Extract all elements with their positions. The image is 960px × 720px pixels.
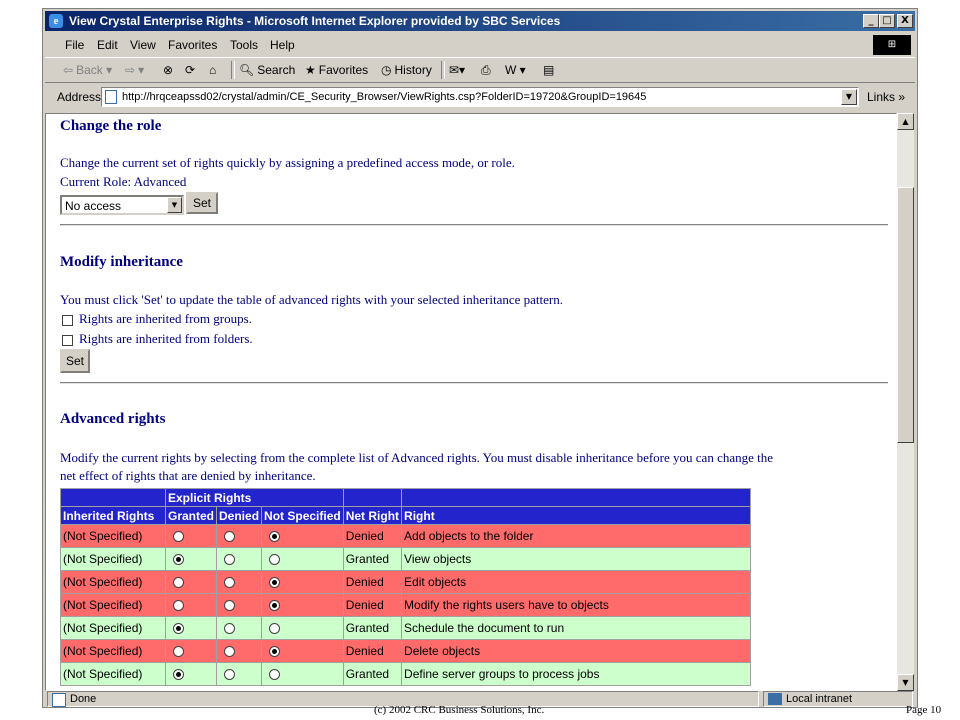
links-button[interactable]: Links » <box>867 90 906 104</box>
footer-page-number: Page 10 <box>906 704 942 716</box>
section-divider <box>60 382 888 384</box>
rights-table-body <box>61 525 750 685</box>
print-icon: ⎙ <box>481 63 491 77</box>
page-done-icon <box>52 693 66 707</box>
inherit-groups-label: Rights are inherited from groups. <box>79 311 252 326</box>
scroll-up-button[interactable]: ▲ <box>897 113 914 130</box>
word-icon: W ▾ <box>505 63 526 77</box>
header-net-right: Net Right <box>345 508 400 523</box>
not-specified-radio[interactable] <box>269 577 280 588</box>
denied-radio[interactable] <box>224 669 235 680</box>
address-dropdown-button[interactable]: ▼ <box>841 89 857 105</box>
minimize-button[interactable]: _ <box>863 14 879 28</box>
advanced-rights-table <box>60 488 751 686</box>
title-bar <box>45 11 915 31</box>
inherit-folders-label: Rights are inherited from folders. <box>79 331 253 346</box>
scroll-thumb[interactable] <box>897 187 914 443</box>
denied-radio[interactable] <box>224 577 235 588</box>
right-name-cell: View objects <box>402 548 750 570</box>
modify-inheritance-description: You must click 'Set' to update the table of advanced rights with your selected inheritance pattern. <box>60 292 564 307</box>
toolbar <box>45 57 915 83</box>
table-header-cell <box>402 489 750 506</box>
favorites-label: Favorites <box>318 63 369 77</box>
not-specified-radio-cell <box>262 594 343 616</box>
granted-radio[interactable] <box>173 577 184 588</box>
discuss-button[interactable] <box>543 63 554 77</box>
history-button[interactable] <box>381 63 432 77</box>
favorites-icon: ★ <box>305 63 316 77</box>
not-specified-radio[interactable] <box>269 600 280 611</box>
inherited-right-cell: (Not Specified) <box>61 594 165 616</box>
menu-file[interactable]: File <box>65 38 85 52</box>
denied-radio[interactable] <box>224 600 235 611</box>
granted-radio[interactable] <box>173 669 184 680</box>
table-row <box>61 640 750 662</box>
not-specified-radio-cell <box>262 525 343 547</box>
role-select[interactable] <box>60 195 184 215</box>
change-role-heading: Change the role <box>60 118 162 134</box>
right-name-cell: Define server groups to process jobs <box>402 663 750 685</box>
header-not-specified: Not Specified <box>264 508 341 523</box>
not-specified-radio-cell <box>262 640 343 662</box>
granted-radio-cell <box>166 640 216 662</box>
current-role-text: Current Role: Advanced <box>60 174 187 189</box>
section-divider <box>60 224 888 226</box>
print-button[interactable] <box>481 63 491 78</box>
menu-help[interactable]: Help <box>270 38 295 52</box>
toolbar-divider <box>441 61 445 79</box>
mail-button[interactable] <box>449 63 465 77</box>
denied-radio-cell <box>217 640 261 662</box>
page-icon <box>105 90 117 104</box>
document-icon: ▤ <box>543 63 555 77</box>
menu-view[interactable]: View <box>130 38 156 52</box>
role-select-value: No access <box>65 199 122 213</box>
forward-button[interactable]: ⇨ ▾ <box>125 63 145 77</box>
granted-radio-cell <box>166 663 216 685</box>
toolbar-divider <box>231 61 235 79</box>
granted-radio[interactable] <box>173 531 184 542</box>
search-label: Search <box>257 63 296 77</box>
granted-radio[interactable] <box>173 600 184 611</box>
denied-radio[interactable] <box>224 531 235 542</box>
menu-edit[interactable]: Edit <box>97 38 118 52</box>
close-button[interactable]: X <box>897 14 913 28</box>
forward-arrow-icon: ⇨ <box>125 63 136 77</box>
table-row <box>61 548 750 570</box>
table-row <box>61 525 750 547</box>
net-right-cell: Denied <box>344 525 401 547</box>
chevron-down-icon: ▼ <box>167 197 182 213</box>
menu-tools[interactable]: Tools <box>230 38 259 52</box>
table-group-header-row <box>61 489 750 506</box>
denied-radio-cell <box>217 663 261 685</box>
table-row <box>61 594 750 616</box>
not-specified-radio[interactable] <box>269 531 280 542</box>
inherited-right-cell: (Not Specified) <box>61 571 165 593</box>
inherited-right-cell: (Not Specified) <box>61 663 165 685</box>
menu-favorites[interactable]: Favorites <box>168 38 218 52</box>
right-name-cell: Add objects to the folder <box>402 525 750 547</box>
granted-radio-cell <box>166 525 216 547</box>
zone-text: Local intranet <box>786 693 853 705</box>
denied-radio-cell <box>217 525 261 547</box>
address-field[interactable] <box>101 87 859 107</box>
page-content <box>45 113 897 691</box>
explicit-rights-header: Explicit Rights <box>166 489 343 506</box>
menu-bar <box>45 35 915 55</box>
zone-panel <box>763 691 913 707</box>
inherited-right-cell: (Not Specified) <box>61 525 165 547</box>
table-column-header-row <box>61 507 750 524</box>
address-label: Address <box>57 90 102 104</box>
granted-radio-cell <box>166 548 216 570</box>
back-label: Back <box>76 63 103 77</box>
not-specified-radio[interactable] <box>269 669 280 680</box>
status-text: Done <box>70 693 97 705</box>
ie-logo-icon: e <box>49 14 63 28</box>
table-header-cell <box>61 489 165 506</box>
header-inherited-rights: Inherited Rights <box>61 507 165 524</box>
favorites-button[interactable] <box>305 63 368 77</box>
home-button[interactable] <box>209 63 216 77</box>
history-label: History <box>394 63 432 77</box>
granted-radio-cell <box>166 617 216 639</box>
address-url: http://hrqceapssd02/crystal/admin/CE_Security_Browser/ViewRights.csp?FolderID=19720&GroupID=19645 <box>122 91 647 103</box>
table-row <box>61 617 750 639</box>
advanced-rights-description-2: net effect of rights that are denied by inheritance. <box>60 468 316 483</box>
not-specified-radio[interactable] <box>269 623 280 634</box>
inherited-right-cell: (Not Specified) <box>61 617 165 639</box>
home-icon: ⌂ <box>209 63 217 77</box>
scroll-down-button[interactable]: ▼ <box>897 674 914 691</box>
refresh-button[interactable] <box>185 63 195 77</box>
history-icon: ◷ <box>381 63 392 77</box>
net-right-cell: Granted <box>344 617 401 639</box>
denied-radio[interactable] <box>224 623 235 634</box>
window-title: View Crystal Enterprise Rights - Microsoft Internet Explorer provided by SBC Services <box>69 14 561 28</box>
advanced-rights-description-1: Modify the current rights by selecting from the complete list of Advanced rights. You must disable inheritance before you can change the <box>60 450 774 465</box>
not-specified-radio[interactable] <box>269 646 280 657</box>
denied-radio[interactable] <box>224 554 235 565</box>
inherit-groups-checkbox[interactable] <box>62 315 73 326</box>
inherit-folders-checkbox[interactable] <box>62 335 73 346</box>
table-header-cell <box>344 489 401 506</box>
header-denied: Denied <box>219 508 260 523</box>
granted-radio[interactable] <box>173 554 184 565</box>
inherited-right-cell: (Not Specified) <box>61 548 165 570</box>
not-specified-radio-cell <box>262 571 343 593</box>
header-granted: Granted <box>168 508 215 523</box>
right-name-cell: Schedule the document to run <box>402 617 750 639</box>
granted-radio-cell <box>166 594 216 616</box>
net-right-cell: Denied <box>344 594 401 616</box>
set-role-button[interactable]: Set <box>186 192 218 214</box>
inherited-right-cell: (Not Specified) <box>61 640 165 662</box>
vertical-scrollbar[interactable] <box>897 113 914 691</box>
table-row <box>61 663 750 685</box>
denied-radio-cell <box>217 548 261 570</box>
browser-window <box>42 8 918 708</box>
mail-icon: ✉▾ <box>449 63 466 77</box>
granted-radio-cell <box>166 571 216 593</box>
denied-radio[interactable] <box>224 646 235 657</box>
net-right-cell: Denied <box>344 640 401 662</box>
net-right-cell: Granted <box>344 663 401 685</box>
denied-radio-cell <box>217 617 261 639</box>
advanced-rights-heading: Advanced rights <box>60 411 166 427</box>
footer-copyright: (c) 2002 CRC Business Solutions, Inc. <box>374 704 545 716</box>
back-arrow-icon: ⇦ <box>63 63 74 77</box>
maximize-button[interactable]: □ <box>879 14 895 28</box>
right-name-cell: Edit objects <box>402 571 750 593</box>
table-row <box>61 571 750 593</box>
not-specified-radio-cell <box>262 548 343 570</box>
denied-radio-cell <box>217 571 261 593</box>
set-inheritance-button[interactable]: Set <box>60 349 90 373</box>
stop-icon: ⊗ <box>163 63 174 77</box>
stop-button[interactable] <box>163 63 173 77</box>
search-button[interactable] <box>239 63 295 77</box>
denied-radio-cell <box>217 594 261 616</box>
intranet-icon <box>768 693 782 705</box>
net-right-cell: Granted <box>344 548 401 570</box>
windows-logo-icon: ⊞ <box>873 35 911 55</box>
header-right: Right <box>402 507 750 524</box>
net-right-cell: Denied <box>344 571 401 593</box>
right-name-cell: Modify the rights users have to objects <box>402 594 750 616</box>
not-specified-radio-cell <box>262 617 343 639</box>
modify-inheritance-heading: Modify inheritance <box>60 254 183 270</box>
granted-radio[interactable] <box>173 623 184 634</box>
word-edit-button[interactable] <box>505 63 526 77</box>
links-label: Links <box>867 90 896 104</box>
back-button[interactable]: ⇦ Back ▾ <box>63 63 113 77</box>
not-specified-radio[interactable] <box>269 554 280 565</box>
not-specified-radio-cell <box>262 663 343 685</box>
right-name-cell: Delete objects <box>402 640 750 662</box>
granted-radio[interactable] <box>173 646 184 657</box>
change-role-description: Change the current set of rights quickly by assigning a predefined access mode, or role. <box>60 155 515 170</box>
address-bar <box>45 85 915 109</box>
search-icon: 🔍︎ <box>239 63 255 77</box>
refresh-icon: ⟳ <box>185 63 196 77</box>
